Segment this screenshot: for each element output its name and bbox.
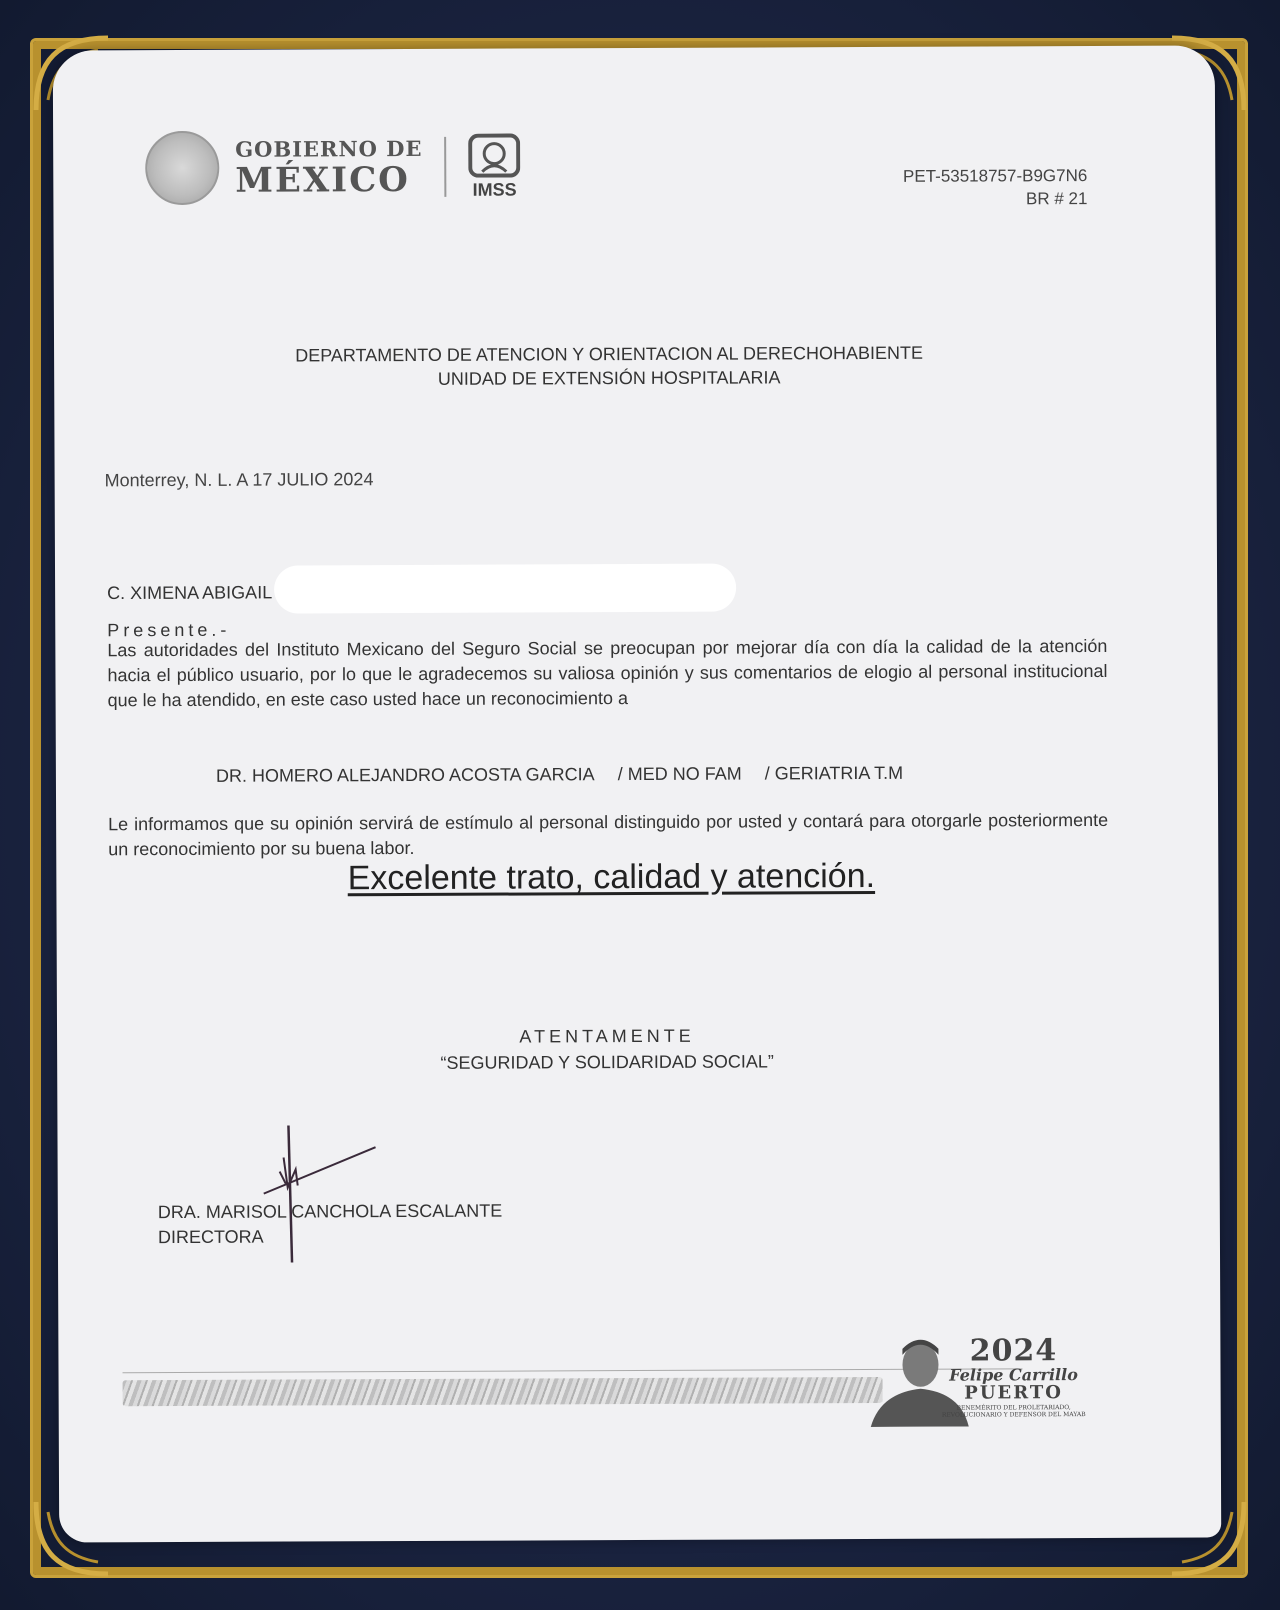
- department-title: DEPARTAMENTO DE ATENCION Y ORIENTACION AL DERECHOHABIENTE: [295, 342, 924, 366]
- doctor-specialty: / GERIATRIA T.M: [764, 762, 904, 784]
- recipient-block: [107, 568, 736, 644]
- recognized-doctor: [216, 763, 921, 787]
- signer-name: DRA. MARISOL CANCHOLA ESCALANTE: [157, 1200, 503, 1223]
- footer-honoree-line-1: Felipe Carrillo: [949, 1365, 1078, 1385]
- body-paragraph-1: Las autoridades del Instituto Mexicano del Seguro Social se preocupan por mejorar día con día la calidad de la atención hacia el público usuario, por lo que le agradecemos su valiosa opinión y sus comentarios de elogio al personal institucional que le ha atendido, en este caso usted hace un reconocimiento a: [107, 635, 1108, 711]
- footer-small-text: BENEMÉRITO DEL PROLETARIADO, REVOLUCIONARIO Y DEFENSOR DEL MAYAB: [941, 1404, 1086, 1419]
- imss-label: IMSS: [472, 179, 517, 200]
- reference-code: PET-53518757-B9G7N6: [902, 166, 1088, 186]
- reference-block: [903, 164, 1087, 211]
- gov-line-2: MÉXICO: [235, 159, 410, 201]
- closing-motto: “SEGURIDAD Y SOLIDARIDAD SOCIAL”: [440, 1051, 774, 1073]
- signer-block: [158, 1199, 503, 1251]
- footer-year: 2024: [969, 1333, 1058, 1369]
- body-paragraph-2: Le informamos que su opinión servirá de estímulo al personal distinguido por usted y contará para otorgarle posteriormente un reconocimiento por su buena labor.: [108, 809, 1109, 860]
- imss-logo: [468, 133, 520, 200]
- recipient-greeting: Presente.-: [107, 619, 231, 641]
- unit-title: UNIDAD DE EXTENSIÓN HOSPITALARIA: [437, 367, 781, 389]
- mexico-coat-of-arms-icon: [145, 131, 219, 205]
- footer-year-block: [938, 1333, 1088, 1419]
- praise-statement: Excelente trato, calidad y atención.: [347, 856, 876, 898]
- imss-emblem-icon: [468, 133, 520, 177]
- letter-paper: [53, 45, 1221, 1542]
- header-logos: [145, 127, 521, 209]
- recipient-name: C. XIMENA ABIGAIL: [107, 582, 273, 604]
- logo-divider: [444, 137, 446, 197]
- government-logo-text: [235, 135, 423, 201]
- place-and-date: Monterrey, N. L. A 17 JULIO 2024: [104, 469, 374, 491]
- footer-honoree-line-2: PUERTO: [964, 1382, 1063, 1404]
- footer-pattern-band: [123, 1377, 883, 1406]
- redaction-mark: [274, 564, 736, 614]
- signer-title: DIRECTORA: [157, 1226, 264, 1248]
- gov-line-1: GOBIERNO DE: [235, 135, 423, 162]
- reference-br: BR # 21: [1025, 189, 1088, 209]
- doctor-name: DR. HOMERO ALEJANDRO ACOSTA GARCIA: [215, 764, 595, 786]
- closing-atentamente: ATENTAMENTE: [519, 1025, 695, 1047]
- doctor-role: / MED NO FAM: [617, 763, 742, 785]
